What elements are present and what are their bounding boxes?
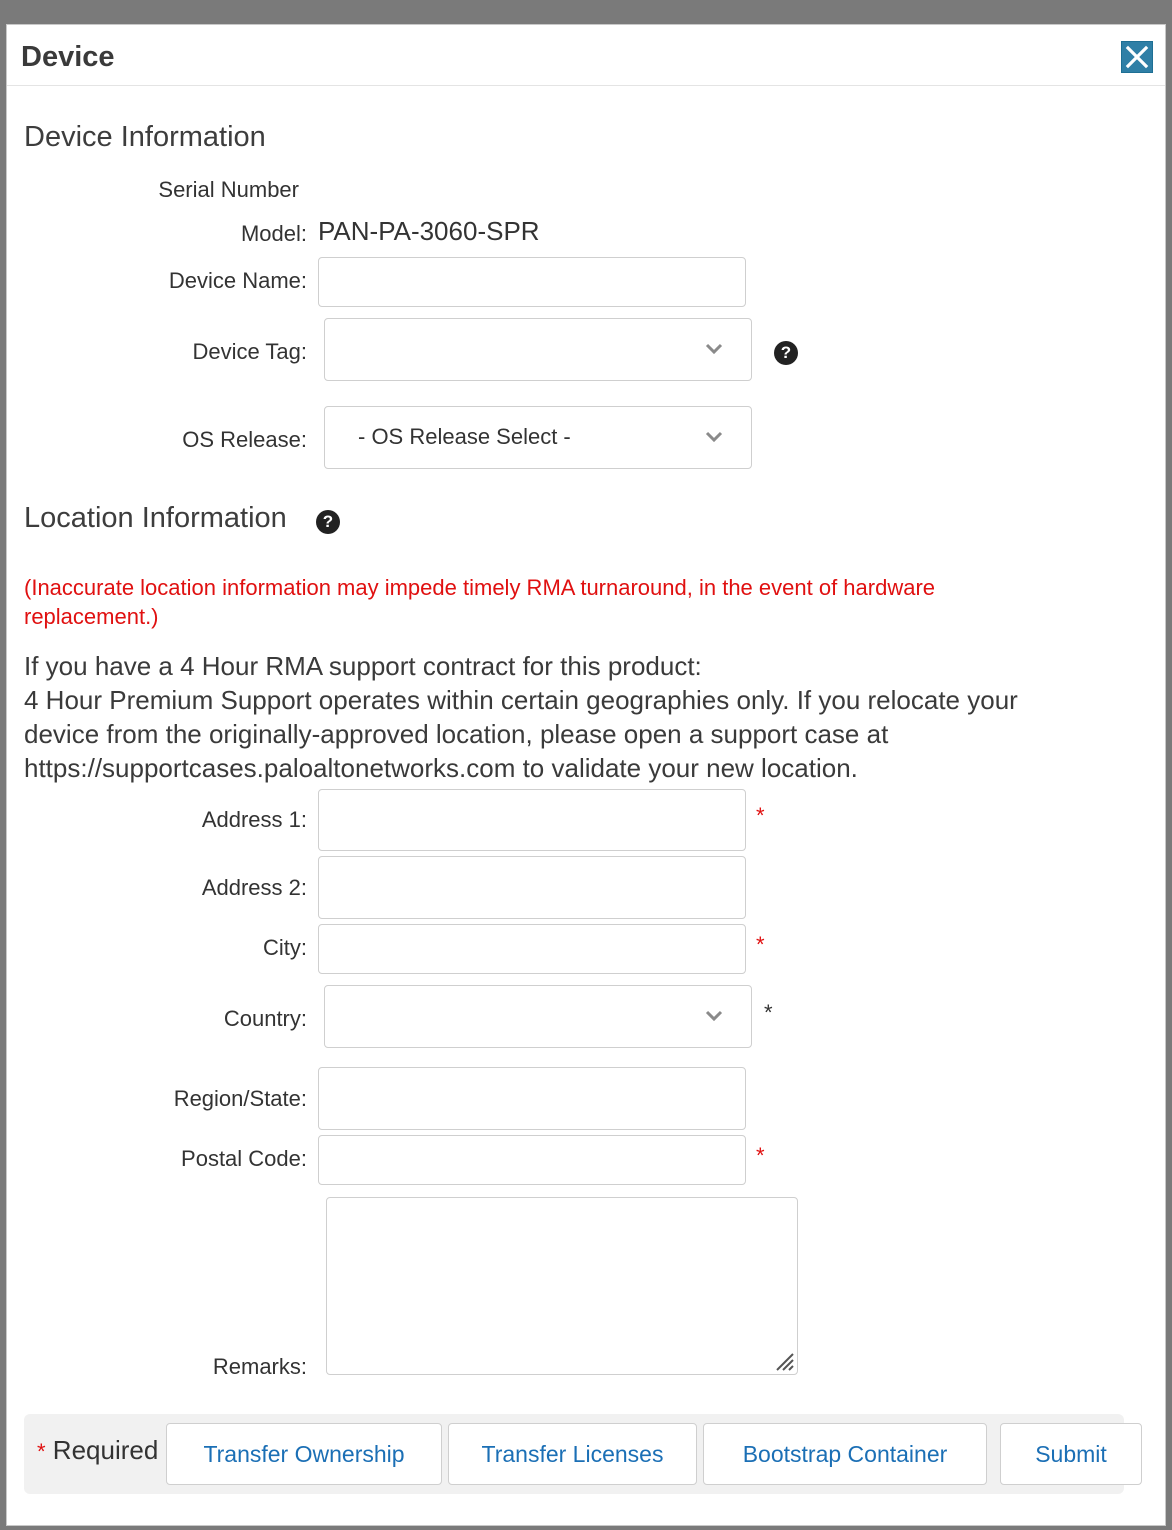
address1-required-marker: * [756,803,765,828]
model-value: PAN-PA-3060-SPR [318,216,540,246]
device-tag-label: Device Tag: [192,339,307,364]
close-icon [1125,45,1149,69]
region-state-label: Region/State: [173,1086,307,1111]
address1-label: Address 1: [201,807,307,832]
close-button[interactable] [1121,41,1153,73]
os-release-label: OS Release: [182,427,307,452]
city-required-marker: * [756,932,765,957]
chevron-down-icon [705,343,723,355]
device-tag-help-icon[interactable]: ? [774,341,798,365]
dialog-title: Device [21,41,115,73]
location-help-icon[interactable]: ? [316,510,340,534]
postal-code-required-marker: * [756,1143,765,1168]
rma-info [24,649,1044,785]
chevron-down-icon [705,431,723,443]
country-label: Country: [223,1006,307,1031]
serial-number-label: Serial Number [158,177,299,202]
address1-input[interactable] [318,789,746,851]
chevron-down-icon [705,1010,723,1022]
transfer-ownership-button[interactable]: Transfer Ownership [166,1423,442,1485]
country-required-marker: * [764,1000,773,1025]
model-label: Model: [240,221,307,246]
location-warning: (Inaccurate location information may impede timely RMA turnaround, in the event of hardware replacement.) [24,575,936,629]
location-information-heading: Location Information [24,502,287,534]
city-input[interactable] [318,924,746,974]
resize-grip-icon[interactable] [773,1350,795,1372]
required-note-text: Required [52,1435,159,1465]
city-label: City: [263,935,307,960]
address2-input[interactable] [318,856,746,919]
device-name-input[interactable] [318,257,746,307]
device-dialog [6,24,1166,1526]
required-note [37,1435,158,1466]
postal-code-input[interactable] [318,1135,746,1185]
country-select[interactable] [324,985,752,1048]
remarks-textarea[interactable] [326,1197,798,1375]
device-tag-select[interactable] [324,318,752,381]
remarks-label: Remarks: [212,1354,307,1379]
submit-button[interactable]: Submit [1000,1423,1142,1485]
rma-info-line1: If you have a 4 Hour RMA support contract for this product: [24,651,702,681]
os-release-value: - OS Release Select - [358,424,571,449]
rma-info-line2: 4 Hour Premium Support operates within certain geographies only. If you relocate your device from the originally-approved location, please open a support case at https://supportcases.paloaltonetworks.com to validate your new location. [24,685,1018,783]
region-state-input[interactable] [318,1067,746,1130]
os-release-select[interactable] [324,406,752,469]
transfer-licenses-button[interactable]: Transfer Licenses [448,1423,697,1485]
device-information-heading: Device Information [24,121,266,153]
required-note-star: * [37,1439,46,1464]
address2-label: Address 2: [201,875,307,900]
dialog-titlebar [7,25,1165,86]
postal-code-label: Postal Code: [181,1146,307,1171]
device-name-label: Device Name: [168,268,307,293]
bootstrap-container-button[interactable]: Bootstrap Container [703,1423,987,1485]
